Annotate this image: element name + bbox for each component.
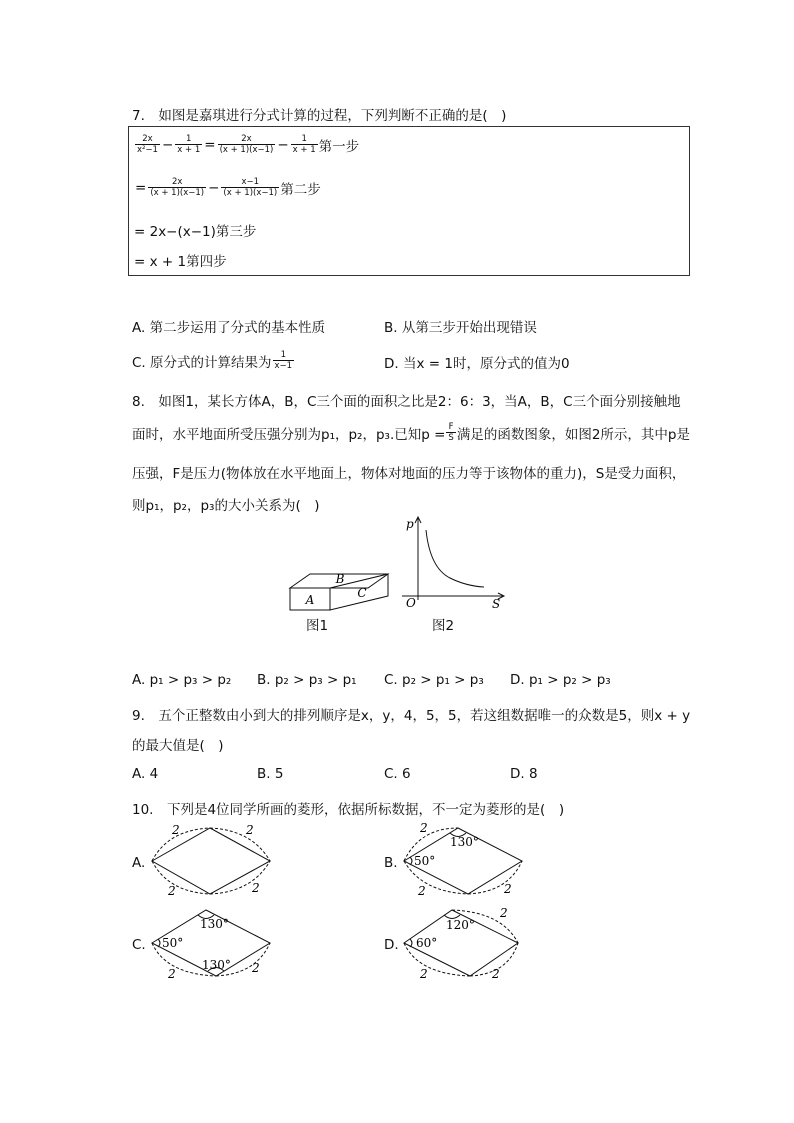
q8-option-b: B. p₂ > p₃ > p₁: [257, 672, 357, 688]
face-b-label: B: [335, 572, 345, 586]
origin-label: O: [406, 596, 416, 610]
svg-text:130°: 130°: [202, 958, 231, 972]
svg-text:2: 2: [252, 961, 260, 975]
q10-option-b-rhombus: [398, 820, 528, 898]
fraction: $\frac{1}{x + 1}$: [292, 134, 316, 155]
s-axis-label: S: [492, 597, 501, 611]
q10-option-d-label: D.: [384, 937, 399, 953]
q9-line2: 的最大值是( ): [132, 738, 224, 754]
q10-option-a-label: A.: [132, 855, 146, 871]
svg-text:130°: 130°: [450, 835, 479, 849]
step-label: 第二步: [280, 181, 321, 198]
q9-option-b: B. 5: [257, 766, 284, 782]
fraction: $\frac{2x}{\text{x²−1}}$: [137, 134, 158, 155]
fraction: $\frac{F}{S}$: [448, 422, 454, 443]
q10-option-b-label: B.: [384, 855, 398, 871]
q9-option-a: A. 4: [132, 766, 159, 782]
q7-stem: 7. 如图是嘉琪进行分式计算的过程，下列判断不正确的是( ): [132, 108, 507, 124]
q10-option-c-rhombus: [148, 904, 278, 982]
q8-figure1-caption: 图1: [306, 618, 329, 634]
p-axis-label: p: [406, 517, 414, 531]
q7-step3: = 2x−(x−1)第三步: [134, 224, 257, 240]
q8-option-a: A. p₁ > p₃ > p₂: [132, 672, 232, 688]
face-c-label: C: [357, 586, 367, 600]
fraction: $\frac{x-1}{(x + 1)(x-1)}$: [223, 177, 278, 198]
q7-step2: = $\frac{2x}{(x + 1)(x-1)}$ − $\frac{x-1}{(x + 1)(x-1)}$ 第二步: [135, 177, 321, 198]
q9-option-d: D. 8: [510, 766, 538, 782]
q7-option-d: D. 当x = 1时，原分式的值为0: [384, 356, 570, 372]
q8-line2: 面时，水平地面所受压强分别为p₁，p₂，p₃.已知p = $\frac{F}{S}$ 满足的函数图象，如图2所示，其中p是: [132, 422, 690, 443]
svg-text:2: 2: [168, 884, 176, 898]
face-a-label: A: [305, 593, 315, 607]
q8-figure1-cuboid: [280, 560, 400, 632]
fraction: $\frac{1}{x + 1}$: [177, 134, 201, 155]
q8-option-c: C. p₂ > p₁ > p₃: [384, 672, 484, 688]
q9-line1: 9. 五个正整数由小到大的排列顺序是x，y，4，5，5，若这组数据唯一的众数是5，则x + y: [132, 708, 691, 724]
svg-text:2: 2: [168, 967, 176, 981]
fraction: $\frac{2x}{(x + 1)(x-1)}$: [219, 134, 274, 155]
svg-text:2: 2: [418, 884, 426, 898]
svg-text:2: 2: [420, 967, 428, 980]
q8-option-d: D. p₁ > p₂ > p₃: [510, 672, 611, 688]
q8-line4: 则p₁，p₂，p₃的大小关系为( ): [132, 498, 320, 514]
q10-option-a-rhombus: [148, 822, 278, 900]
svg-text:2: 2: [172, 823, 180, 837]
q7-option-b: B. 从第三步开始出现错误: [384, 320, 537, 336]
q7-option-c: C. 原分式的计算结果为 $\frac{1}{x-1}$: [132, 350, 293, 371]
q8-figure2-graph: [400, 512, 510, 612]
q9-option-c: C. 6: [384, 766, 411, 782]
svg-text:2: 2: [500, 906, 508, 920]
q8-line1: 8. 如图1，某长方体A，B，C三个面的面积之比是2：6：3，当A，B，C三个面分别接触地: [132, 394, 681, 410]
q7-option-a: A. 第二步运用了分式的基本性质: [132, 320, 326, 336]
svg-text:50°: 50°: [162, 936, 184, 950]
q8-line3: 压强，F是压力(物体放在水平地面上，物体对地面的压力等于该物体的重力)，S是受力面积，: [132, 466, 686, 482]
svg-text:2: 2: [492, 967, 500, 980]
svg-text:60°: 60°: [416, 936, 438, 950]
svg-text:130°: 130°: [200, 917, 229, 931]
svg-text:120°: 120°: [446, 918, 475, 932]
svg-text:2: 2: [420, 821, 428, 835]
svg-text:2: 2: [504, 882, 512, 896]
q8-figure2-caption: 图2: [432, 618, 455, 634]
svg-text:2: 2: [246, 823, 254, 837]
q10-option-d-rhombus: [398, 902, 528, 980]
fraction: $\frac{1}{x-1}$: [274, 350, 293, 371]
svg-text:50°: 50°: [414, 854, 436, 868]
q10-option-c-label: C.: [132, 937, 146, 953]
q7-step1: $\frac{2x}{\text{x²−1}}$ − $\frac{1}{x + 1}$ = $\frac{2x}{(x + 1)(x-1)}$ − $\frac{1}{x + 1}$ 第一步: [137, 134, 360, 155]
svg-text:2: 2: [252, 881, 260, 895]
q10-stem: 10. 下列是4位同学所画的菱形，依据所标数据，不一定为菱形的是( ): [132, 802, 565, 818]
q7-step4: = x + 1第四步: [134, 254, 227, 270]
fraction: $\frac{2x}{(x + 1)(x-1)}$: [150, 177, 205, 198]
step-label: 第一步: [318, 138, 360, 155]
